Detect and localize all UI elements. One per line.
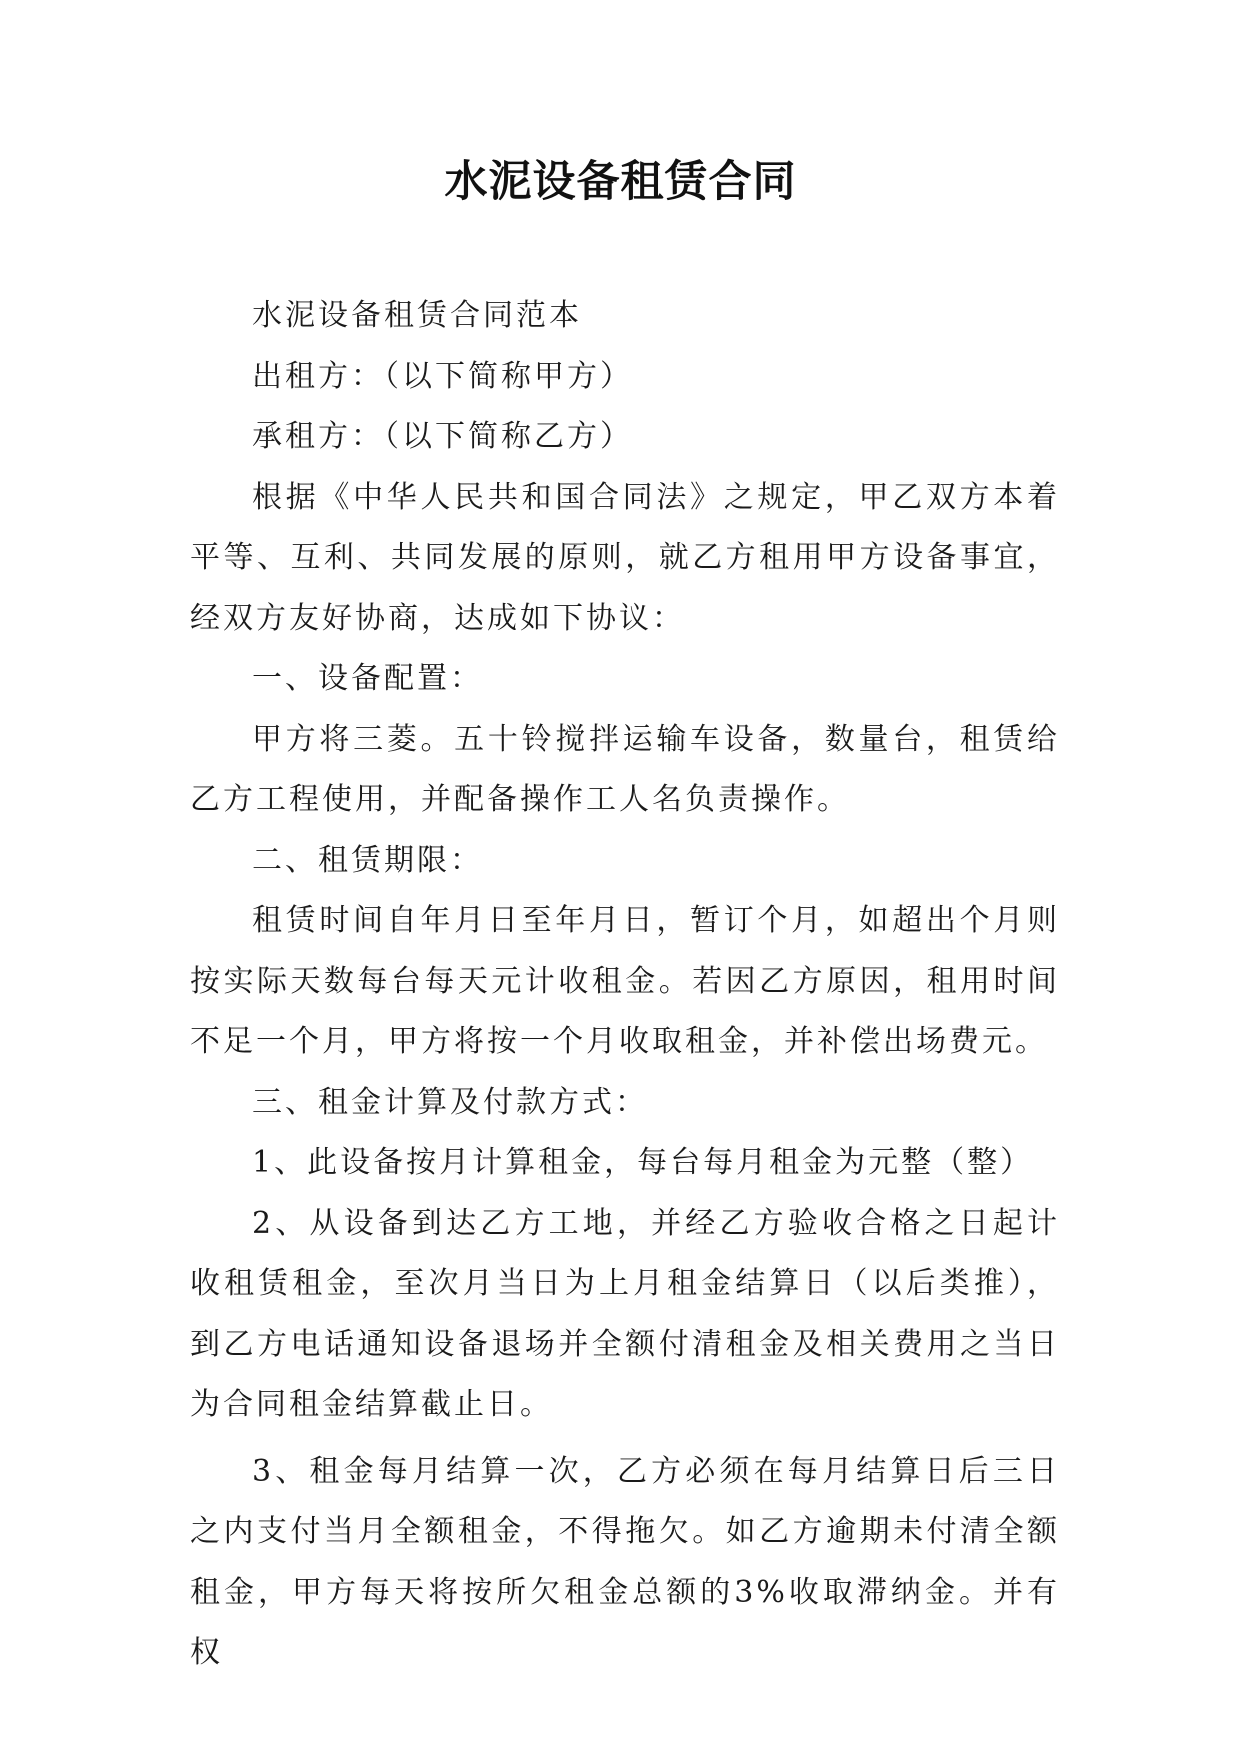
paragraph-preamble: 根据《中华人民共和国合同法》之规定，甲乙双方本着平等、互利、共同发展的原则，就乙方租用甲方设备事宜，经双方友好协商，达成如下协议：: [190, 479, 1060, 636]
paragraph-lessor: 出租方：（以下简称甲方）: [252, 358, 633, 394]
section-heading-equipment: 一、设备配置：: [252, 661, 483, 696]
paragraph-heading-sample: 水泥设备租赁合同范本: [252, 298, 582, 333]
paragraph-payment-2: 2、从设备到达乙方工地，并经乙方验收合格之日起计收租赁租金，至次月当日为上月租金结算日（以后类推），到乙方电话通知设备退场并全额付清租金及相关费用之当日为合同租金结算截止日。: [190, 1205, 1060, 1422]
paragraph-payment-3: 3、租金每月结算一次，乙方必须在每月结算日后三日之内支付当月全额租金，不得拖欠。如乙方逾期未付清全额租金，甲方每天将按所欠租金总额的3%收取滞纳金。并有权: [190, 1453, 1060, 1670]
section-heading-term: 二、租赁期限：: [252, 842, 483, 878]
paragraph-equipment: 甲方将三菱。五十铃搅拌运输车设备，数量台，租赁给乙方工程使用，并配备操作工人名负责操作。: [190, 721, 1060, 817]
paragraph-term: 租赁时间自年月日至年月日，暂订个月，如超出个月则按实际天数每台每天元计收租金。若因乙方原因，租用时间不足一个月，甲方将按一个月收取租金，并补偿出场费元。: [190, 903, 1060, 1059]
document-body: [190, 286, 1060, 1684]
paragraph-lessee: 承租方：（以下简称乙方）: [252, 419, 633, 454]
paragraph-payment-1: 1、此设备按月计算租金，每台每月租金为元整（整）: [252, 1145, 1034, 1180]
document-title: 水泥设备租赁合同: [444, 157, 797, 207]
section-heading-payment: 三、租金计算及付款方式：: [252, 1084, 648, 1120]
